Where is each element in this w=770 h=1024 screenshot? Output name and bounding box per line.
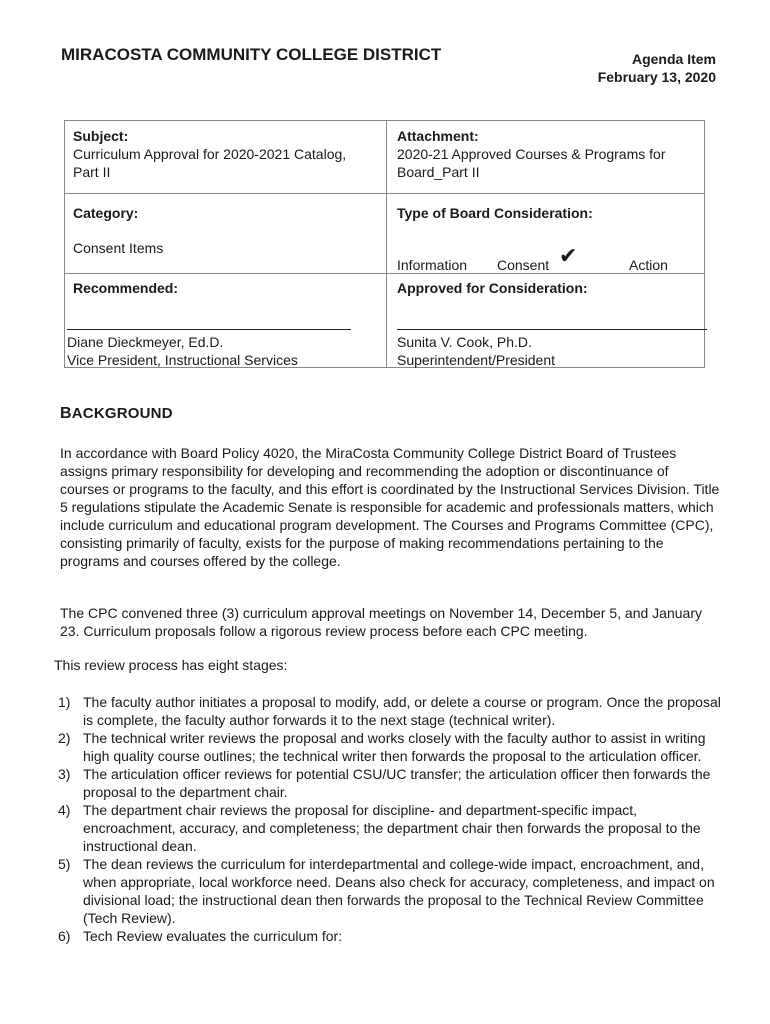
subject-label: Subject: xyxy=(73,128,129,144)
agenda-item-label: Agenda Item xyxy=(631,51,716,67)
heading-initial: B xyxy=(60,405,72,422)
list-item: 1) The faculty author initiates a proposal to modify, add, or delete a course or program. Once the proposal is complete, the faculty author forwards it to the next stage (technical writer). xyxy=(58,694,721,728)
row-divider xyxy=(65,193,704,194)
list-item: 2) The technical writer reviews the proposal and works closely with the faculty author to assist in writing high quality course outlines; the technical writer then forwards the proposal to the articulation officer. xyxy=(58,730,706,764)
subject-cell xyxy=(73,127,378,181)
signature-line xyxy=(67,329,351,330)
list-item: 4) The department chair reviews the proposal for discipline- and department-specific impact, encroachment, accuracy, and completeness; the department chair then forwards the proposal to the instructional dean. xyxy=(58,802,701,854)
recommender-title: Vice President, Instructional Services xyxy=(67,352,298,368)
check-icon: ✔ xyxy=(559,243,578,268)
signature-line xyxy=(397,329,707,330)
subject-line-1: Curriculum Approval for 2020-2021 Catalog, xyxy=(73,146,347,162)
recommended-label: Recommended: xyxy=(73,280,179,296)
attachment-cell xyxy=(397,127,697,181)
agenda-date: February 13, 2020 xyxy=(597,69,716,85)
option-consent: Consent xyxy=(497,257,550,273)
list-item: 5) The dean reviews the curriculum for interdepartmental and college-wide impact, encroachment, and, when appropriate, local workforce need. Deans also check for accuracy, completeness, and impact on divisional load; the instructional dean then forwards the proposal to the Technical Review Committee (Tech Review). xyxy=(58,856,715,926)
consideration-label: Type of Board Consideration: xyxy=(397,205,593,221)
agenda-header xyxy=(598,50,716,86)
category-label: Category: xyxy=(73,205,139,221)
row-divider xyxy=(65,273,704,274)
option-information: Information xyxy=(397,257,468,273)
attachment-line-2: Board_Part II xyxy=(397,164,480,180)
option-action: Action xyxy=(629,257,668,273)
approved-label: Approved for Consideration: xyxy=(397,280,588,296)
recommender-name: Diane Dieckmeyer, Ed.D. xyxy=(67,334,224,350)
background-paragraph-1: In accordance with Board Policy 4020, the MiraCosta Community College District Board of Trustees assigns primary responsibility for developing and recommending the adoption or discontinuance of courses or programs to the faculty, and this effort is coordinated by the Instructional Services Division. Title 5 regulations stipulate the Academic Senate is responsible for academic and professionals matters, which include curriculum and educational program development. The Courses and Programs Committee (CPC), consisting primarily of faculty, exists for the purpose of making recommendations pertaining to the programs and courses offered by the college. xyxy=(60,445,720,569)
review-stages-list xyxy=(58,693,723,945)
background-heading xyxy=(60,405,173,423)
category-value: Consent Items xyxy=(73,240,164,256)
heading-rest: ACKGROUND xyxy=(71,405,173,422)
list-item: 6) Tech Review evaluates the curriculum for: xyxy=(58,928,343,944)
attachment-label: Attachment: xyxy=(397,128,479,144)
approver-title: Superintendent/President xyxy=(397,352,555,368)
list-item: 3) The articulation officer reviews for potential CSU/UC transfer; the articulation officer then forwards the proposal to the department chair. xyxy=(58,766,711,800)
district-title: MIRACOSTA COMMUNITY COLLEGE DISTRICT xyxy=(61,45,442,64)
agenda-form-table xyxy=(64,120,705,368)
background-paragraph-2: The CPC convened three (3) curriculum approval meetings on November 14, December 5, and January 23. Curriculum proposals follow a rigorous review process before each CPC meeting. xyxy=(60,605,702,639)
approver-name: Sunita V. Cook, Ph.D. xyxy=(397,334,532,350)
attachment-line-1: 2020-21 Approved Courses & Programs for xyxy=(397,146,666,162)
subject-line-2: Part II xyxy=(73,164,111,180)
background-paragraph-3: This review process has eight stages: xyxy=(54,657,288,673)
column-divider xyxy=(386,121,387,367)
